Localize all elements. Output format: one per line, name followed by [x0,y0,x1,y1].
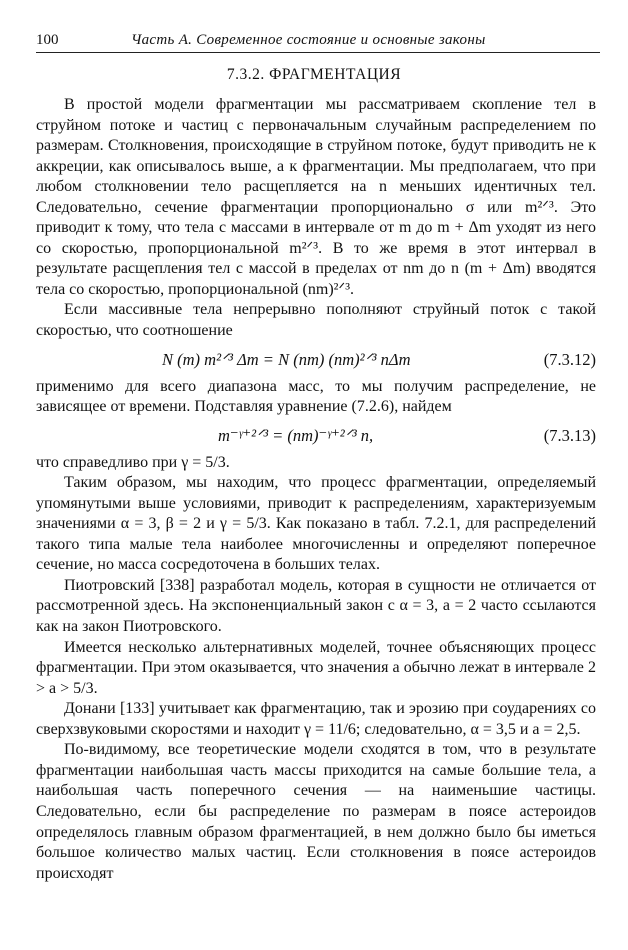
paragraph-fragmentation-model: В простой модели фрагментации мы рассматриваем скопление тел в струйном потоке и частиц с первоначальным случайным распределением по размерам. Столкновения, происходящие в струйном потоке, будут приводить не к аккреции, как описывалось выше, а к фрагментации. Мы предполагаем, что при любом столкновении тело расщепляется на n меньших идентичных тел. Следовательно, сечение фрагментации пропорционально σ или m²ᐟ³. Это приводит к тому, что тела с массами в интервале от m до m + Δm уходят из него со скоростью, пропорциональной m²ᐟ³. В то же время в этот интервал в результате расщепления тел с массой в пределах от nm до n (m + Δm) вводятся тела со скоростью, пропорциональной (nm)²ᐟ³. [36,96,596,298]
paragraph-alternative-models: Имеется несколько альтернативных моделей, точнее объясняющих процесс фрагментации. При этом оказывается, что значения a обычно лежат в интервале 2 > a > 5/3. [36,638,596,697]
equation-formula: m⁻ᵞ⁺²ᐟ³ = (nm)⁻ᵞ⁺²ᐟ³ n, [218,425,374,445]
running-title: Часть А. Современное состояние и основные законы [131,32,486,48]
equation-formula: N (m) m²ᐟ³ Δm = N (nm) (nm)²ᐟ³ nΔm [162,349,411,369]
section-title: 7.3.2. ФРАГМЕНТАЦИЯ [226,66,402,83]
paragraph-theoretical-models: По-видимому, все теоретические модели сходятся в том, что в результате фрагментации наибольшая часть массы приходится на самые большие тела, а наибольшая часть поперечного сечения — на наименьшие частицы. Следовательно, если бы распределение по размерам в поясе астероидов определялось главным образом фрагментацией, в нем должно было бы иметься большое количество малых частиц. Если столкновения в поясе астероидов происходят [36,741,596,882]
running-header [36,32,600,53]
paragraph-distribution: применимо для всего диапазона масс, то мы получим распределение, не зависящее от времени. Подставляя уравнение (7.2.6), найдем [36,377,596,416]
page-number: 100 [36,32,59,48]
equation-7-3-13 [36,418,596,453]
equation-number: (7.3.13) [543,425,596,445]
paragraph-conclusion: Таким образом, мы находим, что процесс фрагментации, определяемый упомянутыми выше условиями, приводит к распределениям, характеризуемым значениями α = 3, β = 2 и γ = 5/3. Как показано в табл. 7.2.1, для распределений такого типа малые тела наиболее многочисленны и определяют поперечное сечение, но масса сосредоточена в больших телах. [36,474,596,574]
equation-7-3-12 [36,342,596,377]
text-body [36,95,596,884]
paragraph-donani: Донани [133] учитывает как фрагментацию, так и эрозию при соударениях со сверхзвуковыми скоростями и находит γ = 11/6; следовательно, α = 3,5 и a = 2,5. [36,700,596,738]
equation-number: (7.3.12) [543,349,596,369]
paragraph-piotrovsky: Пиотровский [338] разработал модель, которая в сущности не отличается от рассмотренной здесь. На экспоненциальный закон с α = 3, a = 2 часто ссылаются как на закон Пиотровского. [36,576,596,636]
paragraph-gamma: что справедливо при γ = 5/3. [36,453,230,471]
paragraph-massive-bodies: Если массивные тела непрерывно пополняют струйный поток с такой скоростью, что соотношение [36,301,596,340]
